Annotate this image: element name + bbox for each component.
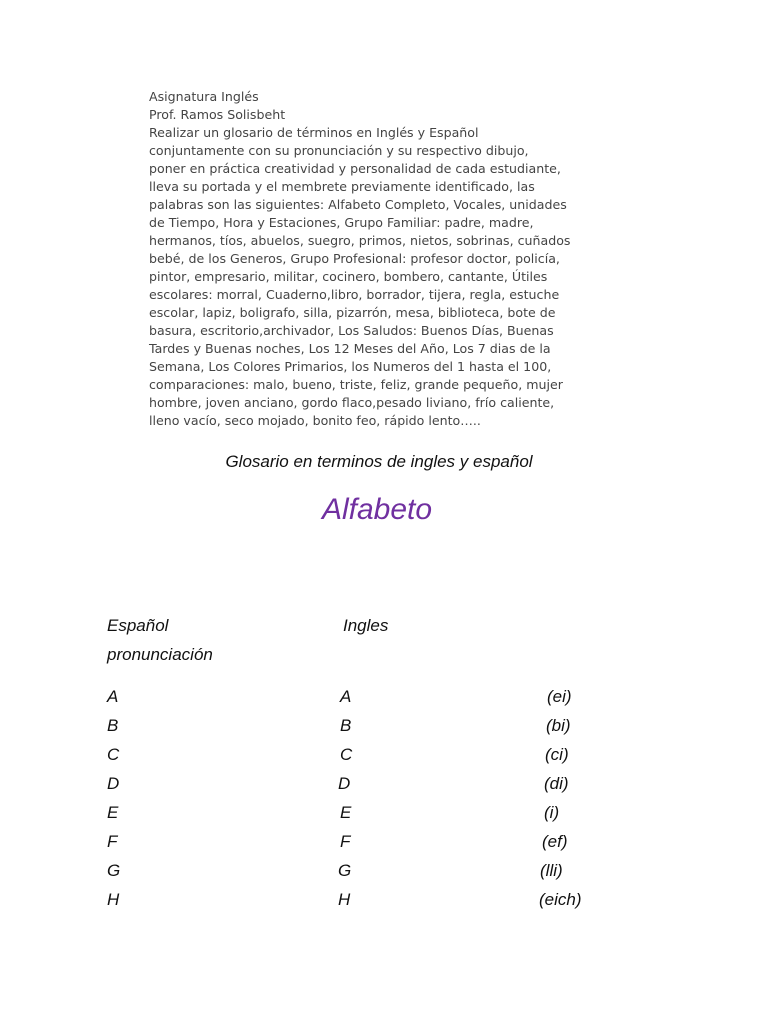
english-letter: E: [340, 803, 352, 822]
assignment-line: pintor, empresario, militar, cocinero, bombero, cantante, Útiles: [149, 269, 548, 284]
alphabet-row: [0, 745, 768, 774]
english-letter: H: [338, 890, 351, 909]
column-header-pronunciation: pronunciación: [107, 645, 213, 664]
assignment-line: conjuntamente con su pronunciación y su respectivo dibujo,: [149, 143, 529, 158]
pronunciation: (di): [544, 774, 569, 793]
assignment-line: Realizar un glosario de términos en Inglés y Español: [149, 125, 479, 140]
assignment-line: hombre, joven anciano, gordo flaco,pesado liviano, frío caliente,: [149, 395, 555, 410]
assignment-subject: Asignatura Inglés: [149, 89, 259, 104]
assignment-block: [149, 88, 589, 430]
assignment-professor: Prof. Ramos Solisbeht: [149, 107, 286, 122]
assignment-line: escolar, lapiz, boligrafo, silla, pizarrón, mesa, biblioteca, bote de: [149, 305, 556, 320]
assignment-line: lleva su portada y el membrete previamente identificado, las: [149, 179, 535, 194]
spanish-letter: B: [107, 716, 119, 735]
spanish-letter: F: [107, 832, 118, 851]
assignment-line: Tardes y Buenas noches, Los 12 Meses del Año, Los 7 dias de la: [149, 341, 551, 356]
spanish-letter: C: [107, 745, 120, 764]
glossary-title: Glosario en terminos de ingles y español: [225, 452, 533, 471]
assignment-line: Semana, Los Colores Primarios, los Numeros del 1 hasta el 100,: [149, 359, 552, 374]
alphabet-row: [0, 716, 768, 745]
pronunciation: (ei): [547, 687, 572, 706]
assignment-line: bebé, de los Generos, Grupo Profesional: profesor doctor, policía,: [149, 251, 560, 266]
pronunciation: (lli): [540, 861, 563, 880]
alphabet-row: [0, 774, 768, 803]
assignment-line: lleno vacío, seco mojado, bonito feo, rápido lento…..: [149, 413, 481, 428]
spanish-letter: E: [107, 803, 119, 822]
pronunciation: (ef): [542, 832, 568, 851]
spanish-letter: H: [107, 890, 120, 909]
assignment-line: de Tiempo, Hora y Estaciones, Grupo Familiar: padre, madre,: [149, 215, 534, 230]
column-header-english: Ingles: [343, 616, 389, 635]
alphabet-row: [0, 890, 768, 919]
assignment-line: poner en práctica creatividad y personalidad de cada estudiante,: [149, 161, 561, 176]
pronunciation: (bi): [546, 716, 571, 735]
english-letter: C: [340, 745, 353, 764]
alphabet-row: [0, 861, 768, 890]
spanish-letter: G: [107, 861, 121, 880]
spanish-letter: D: [107, 774, 120, 793]
assignment-line: basura, escritorio,archivador, Los Saludos: Buenos Días, Buenas: [149, 323, 554, 338]
alphabet-row: [0, 803, 768, 832]
section-title-alfabeto: Alfabeto: [321, 493, 433, 526]
column-header-spanish: Español: [107, 616, 169, 635]
alphabet-row: [0, 687, 768, 716]
english-letter: F: [340, 832, 351, 851]
assignment-line: comparaciones: malo, bueno, triste, feliz, grande pequeño, mujer: [149, 377, 563, 392]
assignment-line: hermanos, tíos, abuelos, suegro, primos, nietos, sobrinas, cuñados: [149, 233, 571, 248]
english-letter: A: [340, 687, 352, 706]
assignment-line: palabras son las siguientes: Alfabeto Completo, Vocales, unidades: [149, 197, 567, 212]
english-letter: D: [338, 774, 351, 793]
english-letter: G: [338, 861, 352, 880]
english-letter: B: [340, 716, 352, 735]
spanish-letter: A: [107, 687, 119, 706]
pronunciation: (eich): [539, 890, 582, 909]
assignment-line: escolares: morral, Cuaderno,libro, borrador, tijera, regla, estuche: [149, 287, 560, 302]
pronunciation: (ci): [545, 745, 569, 764]
pronunciation: (i): [544, 803, 560, 822]
alphabet-row: [0, 832, 768, 861]
